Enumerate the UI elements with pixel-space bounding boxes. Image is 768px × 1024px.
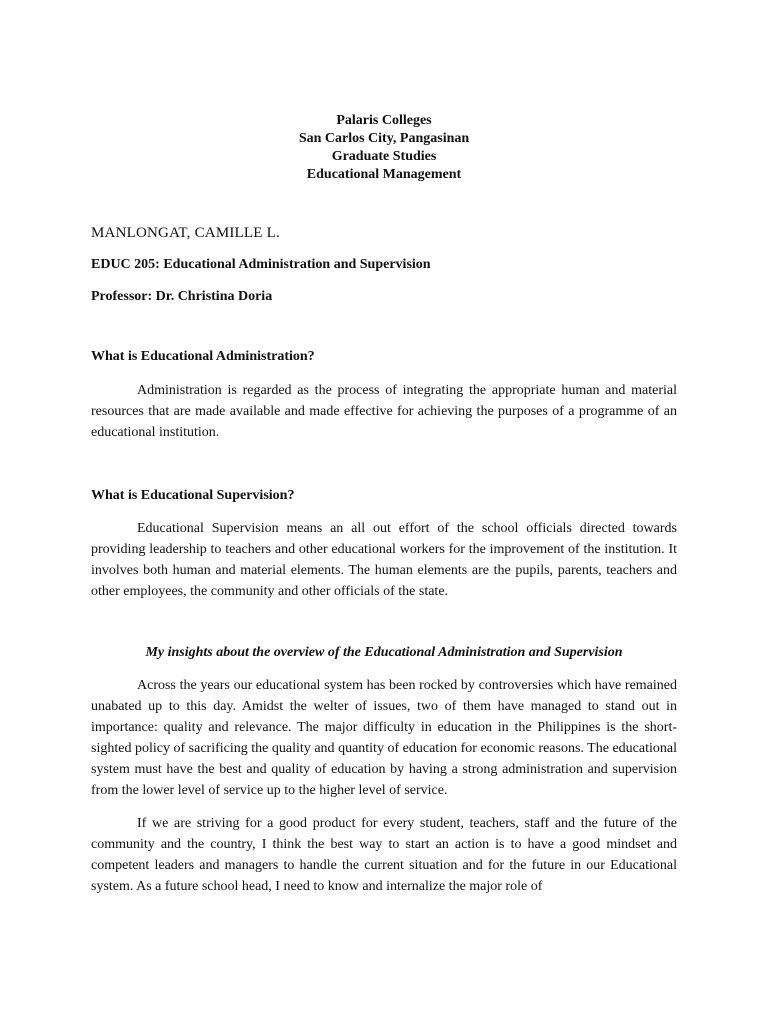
document-header (91, 112, 677, 184)
program-name: Educational Management (306, 167, 462, 182)
program-level: Graduate Studies (331, 149, 437, 164)
insights-paragraph-1: Across the years our educational system has been rocked by controversies which have remained unabated up to this day. Amidst the welter of issues, two of them have managed to stand out in importance: quality and relevance. The major difficulty in education in the Philippines is the short-sighted policy of sacrificing the quality and quantity of education for economic reasons. The educational system must have the best and quality of education by having a strong administration and supervision from the lower level of service up to the higher level of service. (91, 678, 677, 798)
section-heading-insights: My insights about the overview of the Educational Administration and Supervision (145, 645, 623, 660)
section-heading-supervision: What is Educational Supervision? (91, 488, 295, 503)
document-page (91, 112, 677, 897)
author-name: MANLONGAT, CAMILLE L. (91, 225, 280, 241)
course-title: EDUC 205: Educational Administration and Supervision (91, 257, 431, 272)
section-heading-administration: What is Educational Administration? (91, 349, 315, 364)
insights-paragraph-2: If we are striving for a good product for every student, teachers, staff and the future of the community and the country, I think the best way to start an action is to have a good mindset and competent leaders and managers to handle the current situation and for the future in our Educational system. As a future school head, I need to know and internalize the major role of (91, 816, 677, 894)
section-body-supervision: Educational Supervision means an all out effort of the school officials directed towards providing leadership to teachers and other educational workers for the improvement of the institution. It involves both human and material elements. The human elements are the pupils, parents, teachers and other employees, the community and other officials of the state. (91, 521, 677, 599)
professor-name: Professor: Dr. Christina Doria (91, 289, 273, 304)
institution-location: San Carlos City, Pangasinan (298, 131, 470, 146)
institution-name: Palaris Colleges (336, 113, 432, 128)
section-body-administration: Administration is regarded as the process of integrating the appropriate human and material resources that are made available and made effective for achieving the purposes of a programme of an educational institution. (91, 383, 677, 440)
